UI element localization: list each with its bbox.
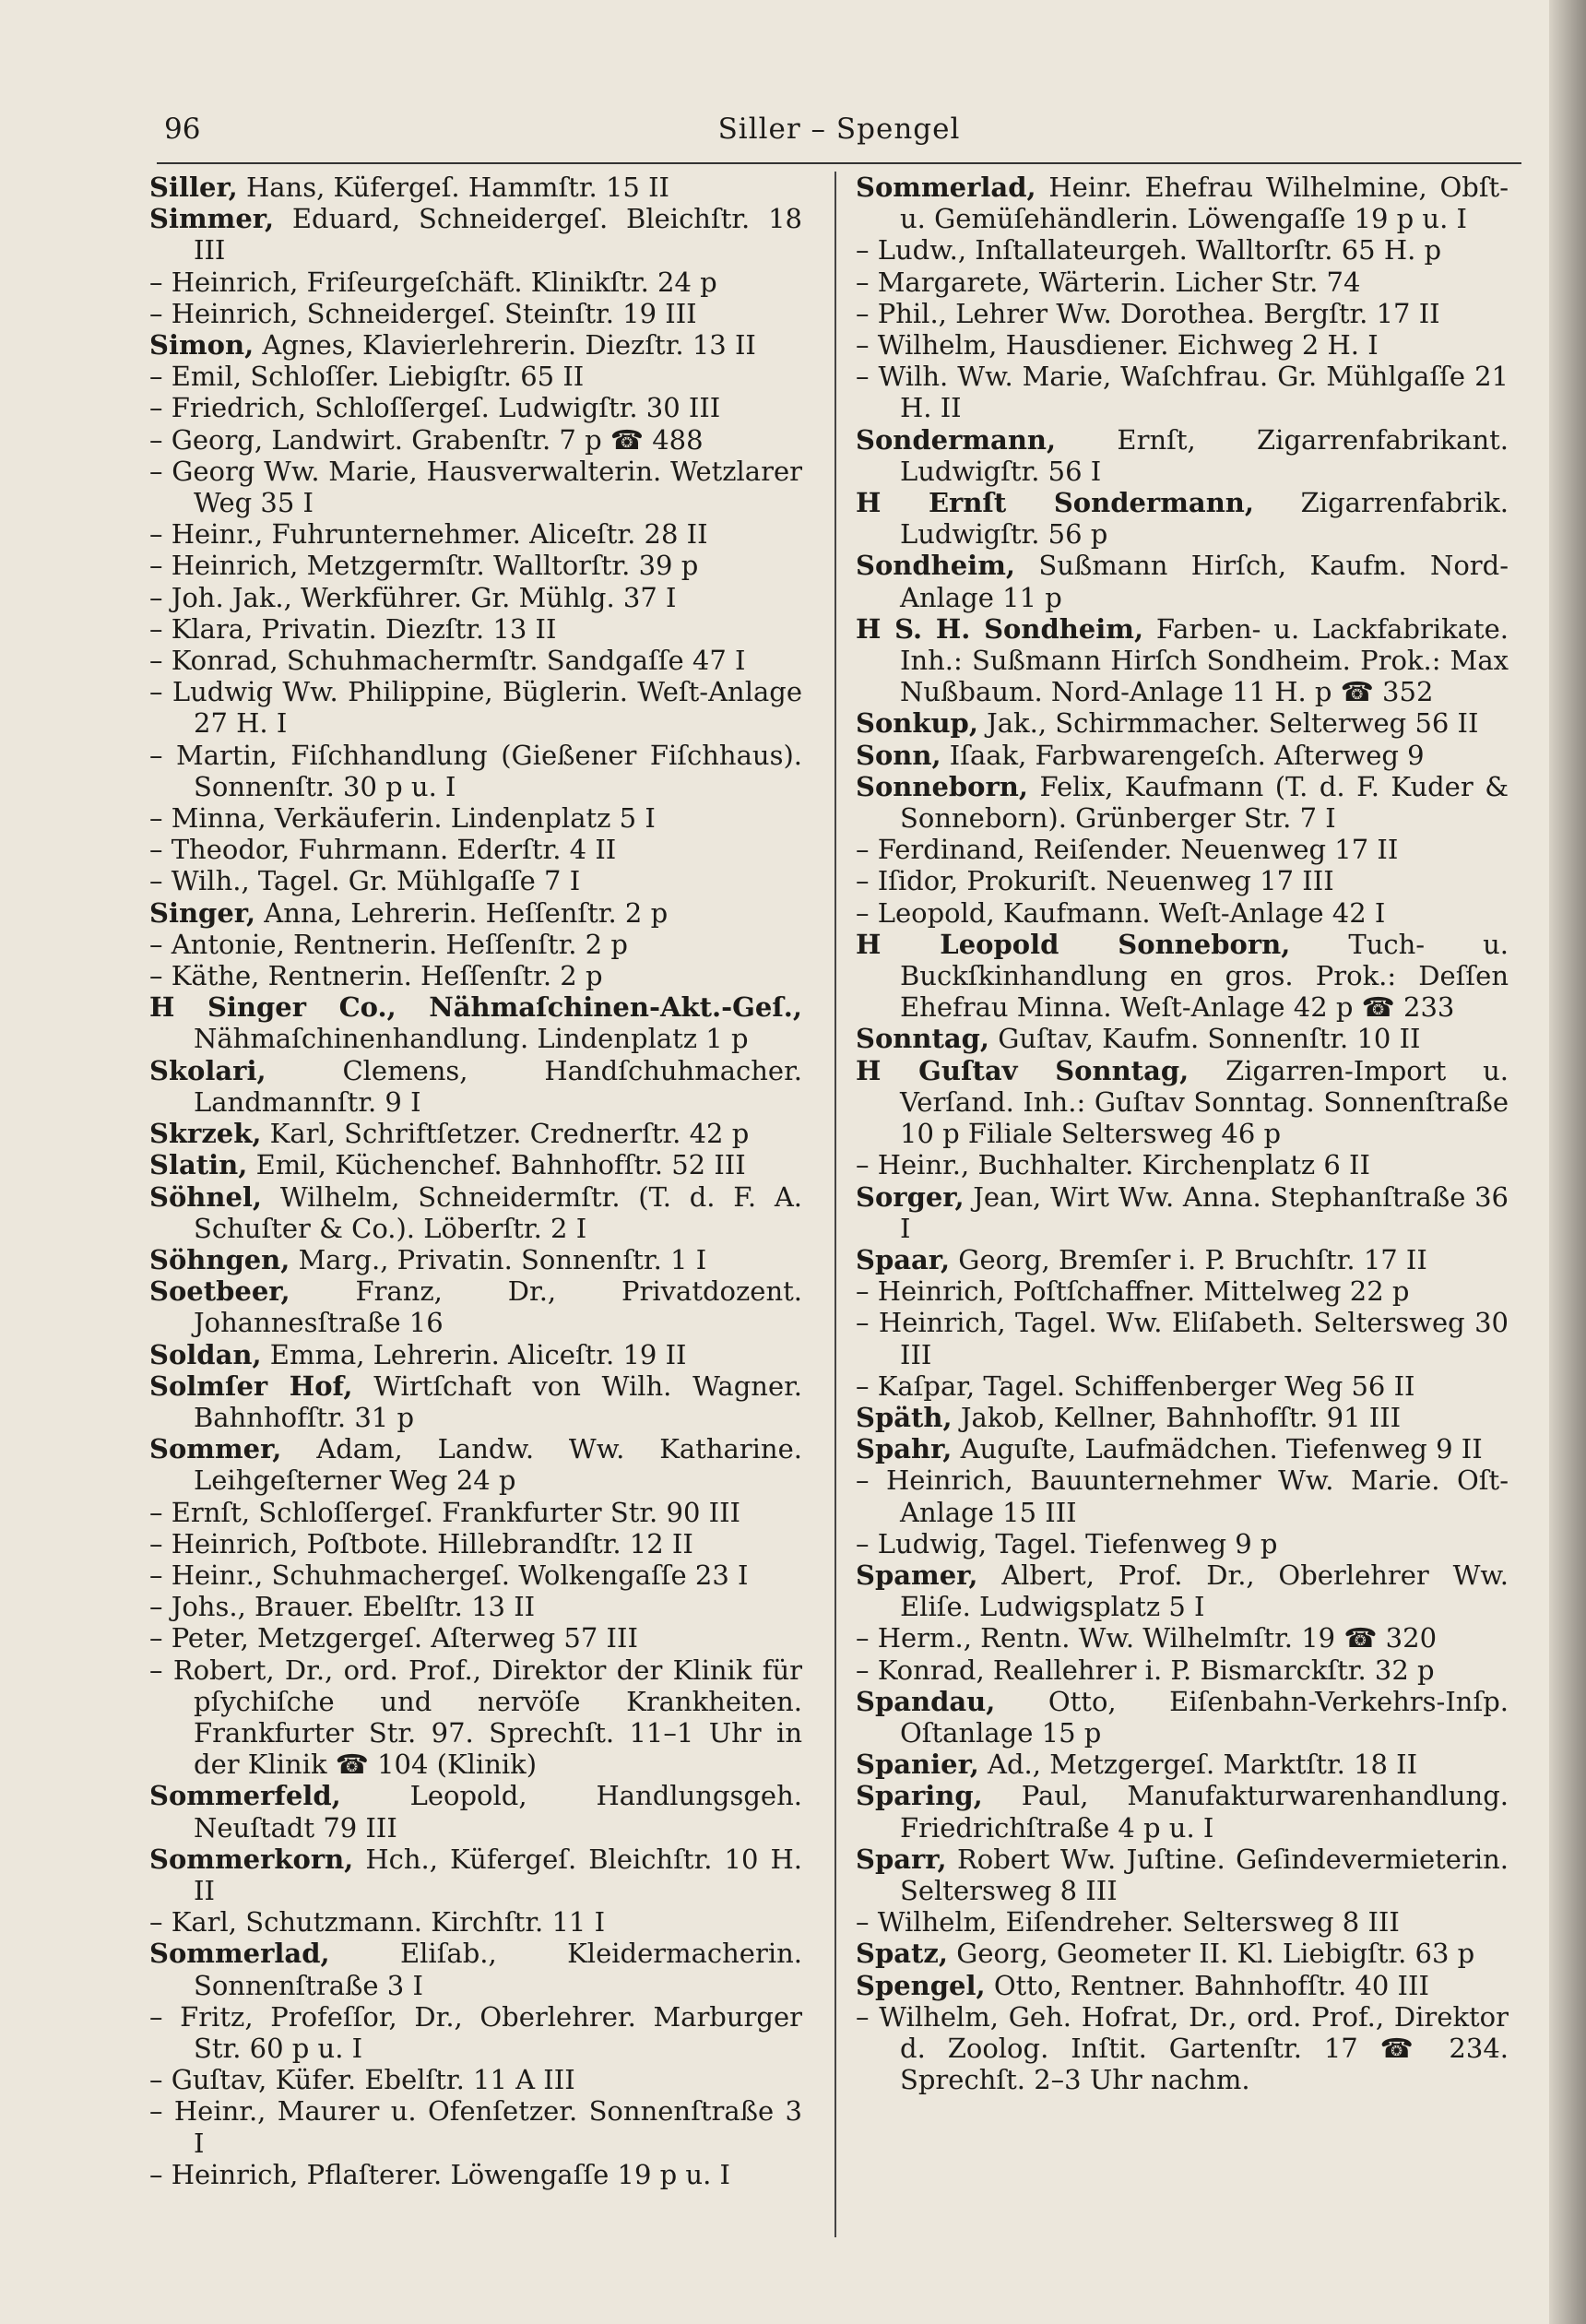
directory-entry — [856, 1654, 1509, 1686]
running-title: Siller – Spengel — [717, 113, 961, 146]
entry-details: – Herm., Rentn. Ww. Wilhelmſtr. 19 ☎ 320 — [856, 1622, 1438, 1654]
entry-details: Eliſab., Kleidermacherin. Sonnenſtraße 3 I — [194, 1938, 802, 2001]
entry-details: Hans, Küfergeſ. Hammſtr. 15 II — [245, 172, 669, 203]
directory-entry — [149, 991, 802, 1054]
entry-details: – Heinrich, Pflaſterer. Löwengaſſe 19 p u. I — [149, 2158, 730, 2190]
page-number: 96 — [164, 113, 201, 146]
directory-entry — [856, 1464, 1509, 1527]
header-rule — [157, 162, 1521, 164]
directory-entry — [149, 1528, 802, 1559]
page-header — [157, 109, 1521, 149]
directory-entry — [149, 203, 802, 266]
entry-details: – Ludwig, Tagel. Tiefenweg 9 p — [856, 1527, 1278, 1559]
entry-details: Jean, Wirt Ww. Anna. Stephanſtraße 36 I — [900, 1180, 1509, 1244]
entry-surname: Sonkup, — [856, 707, 978, 740]
directory-entry — [856, 1749, 1509, 1780]
directory-entry — [856, 1149, 1509, 1180]
directory-entry — [149, 1275, 802, 1338]
entry-details: – Antonie, Rentnerin. Heſſenſtr. 2 p — [149, 928, 628, 960]
entry-details: Franz, Dr., Privatdozent. Johannesſtraße 16 — [194, 1275, 802, 1339]
entry-details: – Wilhelm, Hausdiener. Eichweg 2 H. I — [856, 329, 1379, 362]
directory-entry — [149, 1149, 802, 1180]
directory-entry — [856, 550, 1509, 612]
directory-entry — [149, 1433, 802, 1496]
directory-entry — [149, 865, 802, 896]
entry-details: – Kaſpar, Tagel. Schiffenberger Weg 56 II — [856, 1370, 1415, 1402]
entry-surname: Slatin, — [149, 1149, 248, 1181]
directory-entry — [856, 298, 1509, 329]
entry-details: – Ferdinand, Reiſender. Neuenweg 17 II — [856, 834, 1399, 866]
entry-surname: Sommerkorn, — [149, 1843, 354, 1875]
entry-details: – Heinrich, Schneidergeſ. Steinſtr. 19 III — [149, 297, 697, 329]
entry-details: Tuch- u. Buckſkinhandlung en gros. Prok.: Deſſen Ehefrau Minna. Weſt-Anlage 42 p ☎ 233 — [900, 928, 1509, 1024]
entry-surname: Sparing, — [856, 1780, 983, 1812]
directory-entry — [856, 1528, 1509, 1559]
directory-entry — [856, 1433, 1509, 1464]
entry-surname: Sommerlad, — [856, 172, 1036, 203]
directory-entry — [149, 1844, 802, 1906]
directory-entry — [149, 424, 802, 456]
directory-entry — [149, 613, 802, 645]
entry-details: – Guſtav, Küfer. Ebelſtr. 11 A III — [149, 2064, 575, 2096]
entry-details: – Heinrich, Poſtſchaffner. Mittelweg 22 p — [856, 1275, 1410, 1308]
directory-entry — [149, 1339, 802, 1370]
entry-surname: Solmſer Hof, — [149, 1370, 353, 1402]
entry-details: Albert, Prof. Dr., Oberlehrer Ww. Eliſe. Ludwigsplatz 5 I — [900, 1559, 1509, 1623]
entry-details: – Heinrich, Bauunternehmer Ww. Marie. Oſt-Anlage 15 III — [856, 1464, 1509, 1528]
entry-details: Adam, Landw. Ww. Katharine. Leihgeſterner Weg 24 p — [194, 1433, 802, 1497]
column-divider — [834, 172, 836, 2237]
entry-surname: Sonn, — [856, 739, 941, 771]
directory-entry — [856, 834, 1509, 865]
entry-surname: Spandau, — [856, 1685, 996, 1717]
directory-entry — [149, 676, 802, 739]
entry-surname: Sparr, — [856, 1843, 947, 1875]
entry-surname: Söhnel, — [149, 1180, 263, 1213]
directory-entry — [149, 267, 802, 298]
directory-entry — [149, 2064, 802, 2095]
directory-entry — [149, 1118, 802, 1149]
entry-details: Felix, Kaufmann (T. d. F. Kuder & Sonneborn). Grünberger Str. 7 I — [900, 770, 1509, 835]
directory-entry — [856, 2001, 1509, 2096]
entry-details: Zigarren-Import u. Verſand. Inh.: Guſtav Sonntag. Sonnenſtraße 10 p Filiale Seltersweg 46 p — [900, 1054, 1509, 1150]
entry-details: – Wilh., Tagel. Gr. Mühlgaſſe 7 I — [149, 865, 581, 897]
entry-surname: Spatz, — [856, 1938, 948, 1970]
entry-surname: Siller, — [149, 172, 238, 203]
entry-surname: Späth, — [856, 1401, 953, 1433]
entry-details: – Georg, Landwirt. Grabenſtr. 7 p ☎ 488 — [149, 423, 704, 456]
entry-details: – Theodor, Fuhrmann. Ederſtr. 4 II — [149, 834, 617, 866]
directory-entry — [856, 487, 1509, 550]
entry-surname: Sommerfeld, — [149, 1780, 341, 1812]
entry-surname: Singer, — [149, 896, 256, 929]
entry-details: Guſtav, Kaufm. Sonnenſtr. 10 II — [998, 1023, 1421, 1055]
entry-details: Leopold, Handlungsgeh. Neuſtadt 79 III — [194, 1780, 802, 1844]
entry-surname: H S. H. Sondheim, — [856, 612, 1144, 645]
entry-surname: Simmer, — [149, 203, 275, 235]
entry-surname: H Singer Co., Nähmaſchinen-Akt.-Geſ., — [149, 991, 802, 1024]
entry-details: – Wilhelm, Eiſendreher. Seltersweg 8 III — [856, 1906, 1400, 1939]
directory-entry — [856, 1275, 1509, 1307]
entry-details: Otto, Eiſenbahn-Verkehrs-Inſp. Oſtanlage 15 p — [900, 1685, 1509, 1749]
entry-details: – Minna, Verkäuferin. Lindenplatz 5 I — [149, 802, 656, 835]
entry-details: – Iſidor, Prokuriſt. Neuenweg 17 III — [856, 865, 1334, 897]
entry-details: Nähmaſchinenhandlung. Lindenplatz 1 p — [194, 1023, 749, 1055]
directory-entry — [856, 361, 1509, 423]
entry-details: – Leopold, Kaufmann. Weſt-Anlage 42 I — [856, 896, 1386, 929]
entry-details: Agnes, Klavierlehrerin. Diezſtr. 13 II — [262, 329, 756, 362]
entry-details: – Käthe, Rentnerin. Heſſenſtr. 2 p — [149, 960, 603, 992]
entry-details: Otto, Rentner. Bahnhofſtr. 40 III — [993, 1969, 1429, 2001]
entry-surname: Spanier, — [856, 1749, 979, 1781]
entry-surname: Spengel, — [856, 1969, 986, 2001]
entry-surname: Spaar, — [856, 1243, 951, 1275]
entry-details: – Karl, Schutzmann. Kirchſtr. 11 I — [149, 1906, 606, 1939]
directory-entry — [856, 1370, 1509, 1402]
entry-details: Ad., Metzgergeſ. Marktſtr. 18 II — [988, 1749, 1418, 1781]
directory-entry — [856, 1055, 1509, 1150]
directory-entry — [149, 1780, 802, 1843]
entry-details: – Ernſt, Schloſſergeſ. Frankfurter Str. 90 III — [149, 1496, 740, 1528]
directory-entry — [149, 802, 802, 834]
entry-details: – Robert, Dr., ord. Prof., Direktor der Klinik für pſychiſche und nervöſe Krankheiten. Frankfurter Str. 97. Sprechſt. 11–1 Uhr in der Klinik ☎ 104 (Klinik) — [149, 1654, 802, 1781]
entry-details: – Emil, Schloſſer. Liebigſtr. 65 II — [149, 361, 585, 393]
entry-surname: Sommerlad, — [149, 1938, 330, 1970]
directory-entry — [856, 1938, 1509, 1969]
directory-entry — [149, 929, 802, 960]
entry-details: – Heinrich, Tagel. Ww. Eliſabeth. Seltersweg 30 III — [856, 1307, 1509, 1370]
entry-details: – Margarete, Wärterin. Licher Str. 74 — [856, 266, 1361, 298]
entry-details: – Ludwig Ww. Philippine, Büglerin. Weſt-Anlage 27 H. I — [149, 676, 802, 740]
entry-surname: H Leopold Sonneborn, — [856, 928, 1291, 960]
entry-surname: Sondheim, — [856, 550, 1015, 582]
entry-surname: Spahr, — [856, 1433, 953, 1465]
directory-entry — [149, 1181, 802, 1244]
entry-surname: H Ernſt Sondermann, — [856, 487, 1254, 519]
entry-details: Zigarrenfabrik. Ludwigſtr. 56 p — [900, 487, 1509, 551]
entry-details: Marg., Privatin. Sonnenſtr. 1 I — [298, 1243, 707, 1275]
directory-entry — [149, 1654, 802, 1781]
directory-entry — [856, 897, 1509, 929]
entry-details: – Phil., Lehrer Ww. Dorothea. Bergſtr. 17 II — [856, 297, 1440, 329]
entry-surname: Simon, — [149, 329, 254, 362]
entry-details: Clemens, Handſchuhmacher. Landmannſtr. 9 I — [194, 1054, 802, 1118]
entry-details: Wirtſchaft von Wilh. Wagner. Bahnhofſtr. 31 p — [194, 1370, 803, 1433]
entry-details: Georg, Geometer II. Kl. Liebigſtr. 63 p — [956, 1938, 1475, 1970]
entry-details: Heinr. Ehefrau Wilhelmine, Obſt- u. Gemüſehändlerin. Löwengaſſe 19 p u. I — [900, 172, 1509, 235]
directory-entry — [856, 267, 1509, 298]
directory-entry — [149, 2001, 802, 2064]
entry-surname: Skrzek, — [149, 1118, 262, 1150]
directory-entry — [856, 1844, 1509, 1906]
directory-entry — [149, 645, 802, 676]
entry-details: – Heinrich, Metzgermſtr. Walltorſtr. 39 p — [149, 550, 699, 582]
entry-details: Sußmann Hirſch, Kaufm. Nord-Anlage 11 p — [900, 550, 1509, 613]
entry-details: Emma, Lehrerin. Aliceſtr. 19 II — [269, 1338, 687, 1370]
directory-entry — [856, 234, 1509, 266]
directory-entry — [149, 1055, 802, 1118]
right-column — [856, 172, 1509, 2095]
entry-details: Paul, Manufakturwarenhandlung. Friedrichſtraße 4 p u. I — [900, 1780, 1509, 1844]
directory-entry — [856, 1402, 1509, 1433]
directory-entry — [149, 550, 802, 581]
entry-surname: Spamer, — [856, 1559, 978, 1591]
entry-surname: Sommer, — [149, 1433, 282, 1465]
entry-details: – Friedrich, Schloſſergeſ. Ludwigſtr. 30 III — [149, 392, 721, 424]
page-edge-shadow — [1549, 0, 1586, 2324]
entry-surname: Sorger, — [856, 1180, 965, 1213]
directory-entry — [149, 361, 802, 392]
entry-details: Jak., Schirmmacher. Selterweg 56 II — [987, 707, 1479, 740]
entry-details: – Konrad, Schuhmachermſtr. Sandgaſſe 47 I — [149, 645, 746, 677]
directory-entry — [856, 1307, 1509, 1370]
entry-surname: Sonneborn, — [856, 770, 1028, 802]
directory-entry — [149, 1591, 802, 1622]
entry-details: – Martin, Fiſchhandlung (Gießener Fiſchhaus). Sonnenſtr. 30 p u. I — [149, 739, 802, 802]
directory-entry — [149, 740, 802, 802]
directory-entry — [149, 518, 802, 550]
entry-surname: Sondermann, — [856, 423, 1057, 456]
directory-entry — [856, 1559, 1509, 1622]
entry-details: – Heinrich, Poſtbote. Hillebrandſtr. 12 II — [149, 1527, 693, 1559]
entry-details: Wilhelm, Schneidermſtr. (T. d. F. A. Schuſter & Co.). Löberſtr. 2 I — [194, 1180, 803, 1244]
entry-details: – Klara, Privatin. Diezſtr. 13 II — [149, 612, 557, 645]
directory-entry — [856, 329, 1509, 361]
directory-entry — [149, 298, 802, 329]
entry-details: – Wilh. Ww. Marie, Waſchfrau. Gr. Mühlgaſſe 21 H. II — [856, 361, 1509, 424]
directory-entry — [149, 1938, 802, 2000]
directory-entry — [856, 1906, 1509, 1938]
directory-entry — [856, 771, 1509, 834]
entry-details: – Heinrich, Friſeurgeſchäft. Klinikſtr. 24 p — [149, 266, 717, 298]
entry-details: – Fritz, Profeſſor, Dr., Oberlehrer. Marburger Str. 60 p u. I — [149, 2000, 802, 2064]
directory-entry — [856, 1780, 1509, 1843]
entry-details: Georg, Bremſer i. P. Bruchſtr. 17 II — [958, 1243, 1427, 1275]
directory-entry — [149, 834, 802, 865]
directory-entry — [856, 1023, 1509, 1054]
entry-details: Eduard, Schneidergeſ. Bleichſtr. 18 III — [194, 203, 802, 267]
directory-entry — [149, 2159, 802, 2190]
entry-details: Iſaak, Farbwarengeſch. Aſterweg 9 — [949, 739, 1425, 771]
directory-entry — [149, 172, 802, 203]
directory-entry — [856, 707, 1509, 739]
entry-details: – Joh. Jak., Werkführer. Gr. Mühlg. 37 I — [149, 581, 677, 613]
directory-entry — [149, 1497, 802, 1528]
entry-details: – Heinr., Buchhalter. Kirchenplatz 6 II — [856, 1149, 1370, 1181]
directory-entry — [149, 582, 802, 613]
entry-surname: Skolari, — [149, 1054, 266, 1086]
entry-details: Auguſte, Laufmädchen. Tiefenweg 9 II — [960, 1433, 1483, 1465]
entry-details: Karl, Schriftſetzer. Crednerſtr. 42 p — [269, 1118, 750, 1150]
directory-entry — [149, 1622, 802, 1654]
entry-surname: Soetbeer, — [149, 1275, 290, 1308]
directory-entry — [149, 456, 802, 518]
entry-details: Emil, Küchenchef. Bahnhofſtr. 52 III — [255, 1149, 746, 1181]
entry-details: – Heinr., Fuhrunternehmer. Aliceſtr. 28 II — [149, 518, 708, 551]
directory-entry — [149, 1370, 802, 1433]
directory-entry — [149, 1559, 802, 1591]
entry-details: – Peter, Metzgergeſ. Aſterweg 57 III — [149, 1622, 638, 1654]
directory-entry — [856, 1181, 1509, 1244]
entry-details: – Ludw., Inſtallateurgeh. Walltorſtr. 65 H. p — [856, 234, 1442, 267]
directory-entry — [856, 613, 1509, 708]
entry-details: – Heinr., Schuhmachergeſ. Wolkengaſſe 23 I — [149, 1559, 749, 1591]
entry-details: – Konrad, Reallehrer i. P. Bismarckſtr. 32 p — [856, 1654, 1435, 1686]
directory-entry — [149, 2095, 802, 2158]
directory-entry — [149, 329, 802, 361]
entry-details: Anna, Lehrerin. Heſſenſtr. 2 p — [264, 896, 669, 929]
left-column — [149, 172, 802, 2190]
entry-details: – Johs., Brauer. Ebelſtr. 13 II — [149, 1591, 536, 1623]
directory-entry — [856, 1686, 1509, 1749]
entry-details: Ernſt, Zigarrenfabrikant. Ludwigſtr. 56 I — [900, 423, 1509, 487]
directory-entry — [856, 1244, 1509, 1275]
entry-details: Jakob, Kellner, Bahnhofſtr. 91 III — [960, 1401, 1402, 1433]
entry-details: – Wilhelm, Geh. Hofrat, Dr., ord. Prof., Direktor d. Zoolog. Inſtit. Gartenſtr. 17 ☎ 234. Sprechſt. 2–3 Uhr nachm. — [856, 2000, 1509, 2096]
entry-details: Farben- u. Lackfabrikate. Inh.: Sußmann Hirſch Sondheim. Prok.: Max Nußbaum. Nord-Anlage 11 H. p ☎ 352 — [900, 612, 1509, 708]
entry-details: Hch., Küfergeſ. Bleichſtr. 10 H. II — [194, 1843, 802, 1906]
directory-entry — [149, 392, 802, 423]
entry-details: – Georg Ww. Marie, Hausverwalterin. Wetzlarer Weg 35 I — [149, 455, 802, 519]
directory-entry — [149, 1244, 802, 1275]
directory-entry — [856, 172, 1509, 234]
entry-surname: Sonntag, — [856, 1023, 990, 1055]
entry-surname: Söhngen, — [149, 1243, 290, 1275]
directory-entry — [149, 960, 802, 991]
directory-entry — [149, 897, 802, 929]
directory-entry — [856, 1970, 1509, 2001]
directory-entry — [856, 929, 1509, 1024]
directory-entry — [856, 424, 1509, 487]
directory-entry — [856, 1622, 1509, 1654]
entry-details: – Heinr., Maurer u. Ofenſetzer. Sonnenſtraße 3 I — [149, 2095, 802, 2159]
directory-entry — [856, 740, 1509, 771]
entry-details: Robert Ww. Juſtine. Geſindevermieterin. Seltersweg 8 III — [900, 1843, 1509, 1906]
directory-entry — [149, 1906, 802, 1938]
entry-surname: Soldan, — [149, 1338, 262, 1370]
directory-entry — [856, 865, 1509, 896]
entry-surname: H Guſtav Sonntag, — [856, 1054, 1190, 1086]
